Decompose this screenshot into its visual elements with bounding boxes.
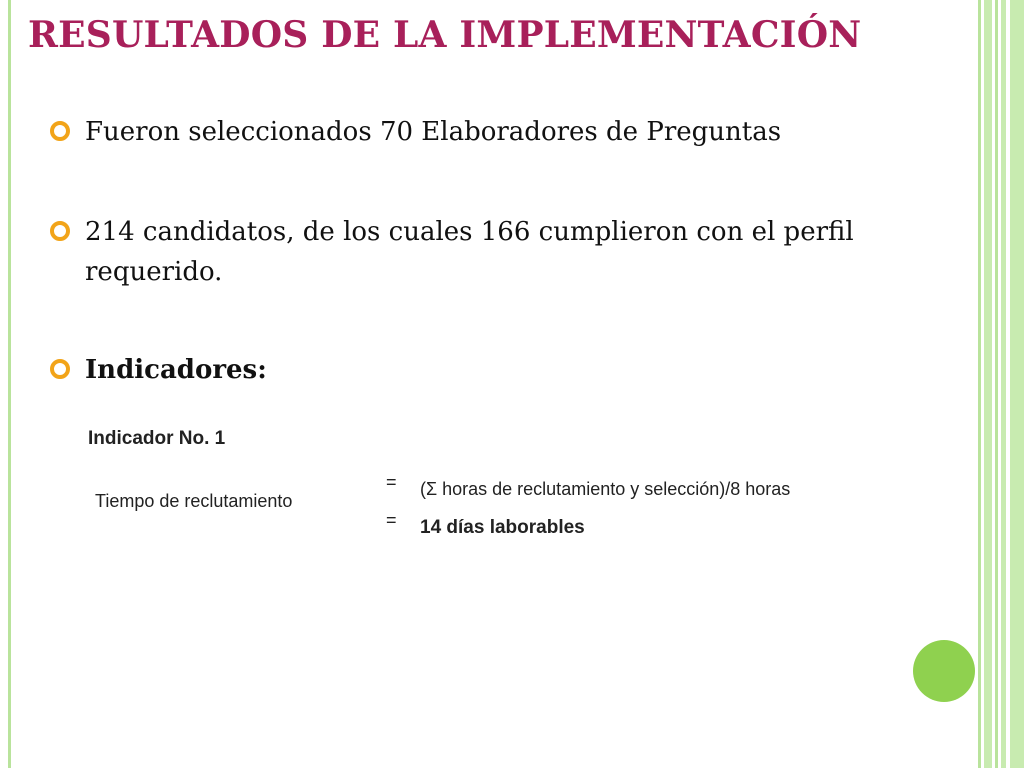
indicator-label: Tiempo de reclutamiento <box>95 491 293 511</box>
indicator-heading: Indicador No. 1 <box>88 428 226 449</box>
right-decorative-stripe <box>995 0 998 768</box>
bullet-item <box>50 212 905 292</box>
bullet-text: 214 candidatos, de los cuales 166 cumplieron con el perfil requerido. <box>85 217 854 287</box>
bullet-ring-icon <box>50 359 70 379</box>
bullet-ring-icon <box>50 121 70 141</box>
indicator-formula: (Σ horas de reclutamiento y selección)/8 horas <box>420 479 791 499</box>
bullet-text: Fueron seleccionados 70 Elaboradores de Preguntas <box>85 117 782 147</box>
right-decorative-stripe <box>1001 0 1006 768</box>
bullet-text: Indicadores: <box>85 355 267 385</box>
equals-sign: = <box>386 472 397 492</box>
left-decorative-rule <box>8 0 11 768</box>
decorative-green-circle <box>913 640 975 702</box>
right-decorative-stripe <box>1010 0 1024 768</box>
slide-title: RESULTADOS DE LA IMPLEMENTACIÓN <box>28 14 862 56</box>
equals-sign: = <box>386 510 397 530</box>
bullet-item <box>50 350 905 390</box>
indicator-result: 14 días laborables <box>420 517 585 538</box>
right-decorative-stripe <box>978 0 981 768</box>
right-decorative-stripe <box>984 0 992 768</box>
bullet-ring-icon <box>50 221 70 241</box>
bullet-item <box>50 112 905 152</box>
